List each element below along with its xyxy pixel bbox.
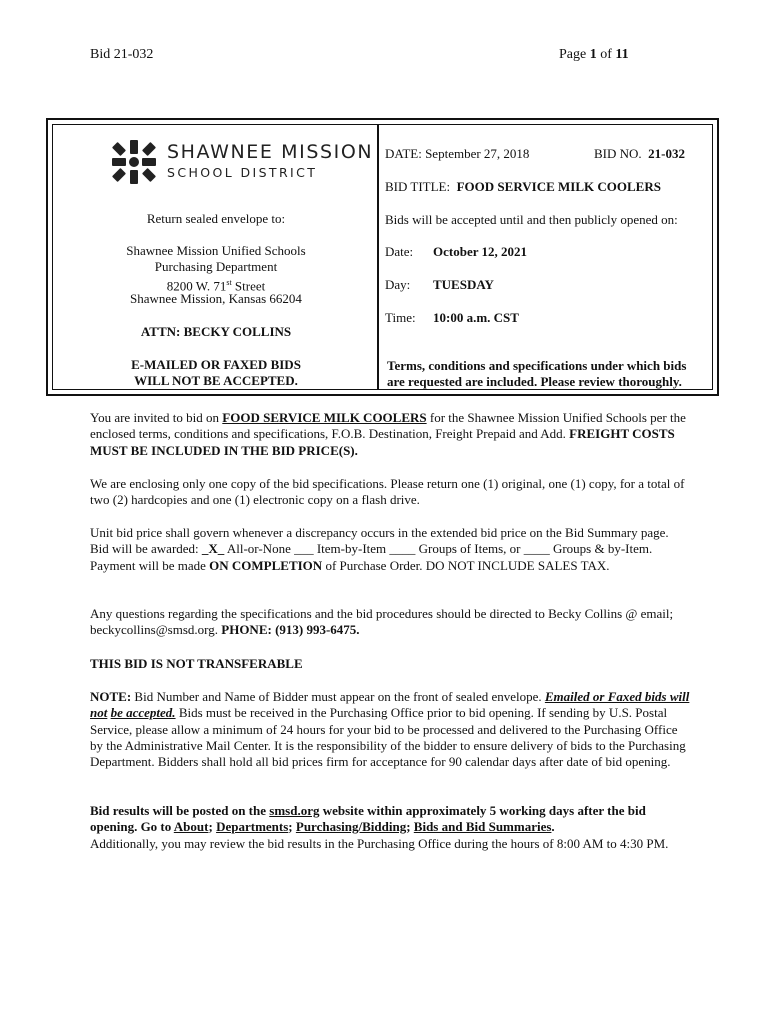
opening-time-value: 10:00 a.m. CST: [433, 310, 519, 325]
attention-line: ATTN: BECKY COLLINS: [140, 324, 292, 339]
page-of: of: [600, 47, 612, 62]
bid-details-panel: [383, 125, 712, 389]
page-number: 1: [589, 47, 597, 62]
terms-notice-2: are requested are included. Please review thoroughly.: [387, 374, 682, 389]
bid-number: [594, 146, 685, 162]
results-text-2: website within approximately 5 working days after the bid opening. Go to: [90, 803, 646, 835]
award-options: All-or-None ___ Item-by-Item ____ Groups of Items, or ____ Groups & by-Item. Payment will be made: [90, 541, 653, 573]
page-indicator: [559, 47, 629, 63]
street-number: 8200 W. 71: [166, 278, 227, 294]
bids-summaries-link[interactable]: Bids and Bid Summaries: [413, 819, 552, 835]
district-logo: [109, 135, 379, 185]
note-label: NOTE:: [90, 689, 132, 704]
period: .: [551, 819, 555, 835]
bid-info-box-inner: [52, 124, 713, 390]
issue-date: DATE: September 27, 2018: [385, 146, 530, 161]
bid-reference: Bid 21-032: [90, 47, 154, 62]
separator: ;: [406, 819, 414, 835]
address-line-2: Purchasing Department: [154, 259, 278, 274]
street-suffix: st: [226, 278, 232, 287]
page-label: Page: [559, 47, 587, 62]
street-name: Street: [231, 278, 266, 294]
page-total: 11: [615, 47, 629, 62]
paragraph-invitation: [90, 410, 690, 459]
smsd-website-link[interactable]: smsd.org: [269, 803, 320, 818]
about-link[interactable]: About: [173, 819, 209, 835]
separator: ;: [288, 819, 296, 835]
shawnee-mission-logo-icon: [109, 137, 159, 187]
return-info-panel: [53, 125, 379, 389]
paragraph-award: [90, 525, 690, 574]
invitation-text: You are invited to bid on: [90, 410, 223, 425]
payment-term: ON COMPLETION: [209, 557, 323, 573]
bid-title-label: BID TITLE:: [385, 179, 451, 194]
paragraph-results: [90, 803, 690, 852]
opening-date-label: Date:: [385, 244, 414, 259]
bid-title-value: FOOD SERVICE MILK COOLERS: [456, 179, 661, 194]
no-email-notice-2: WILL NOT BE ACCEPTED.: [134, 373, 298, 388]
results-office-hours: Additionally, you may review the bid results in the Purchasing Office during the hours of 8:00 AM to 4:30 PM.: [90, 835, 669, 851]
opening-time-label: Time:: [385, 310, 416, 325]
note-emphasis-1: Emailed or Faxed bids will not: [90, 689, 690, 721]
questions-text: Any questions regarding the specifications and the bid procedures should be directed to Becky Collins @ email; beckycollins@smsd.org.: [90, 606, 674, 638]
not-transferable-notice: THIS BID IS NOT TRANSFERABLE: [90, 656, 303, 671]
opening-day-label: Day:: [385, 277, 411, 292]
address-line-1: Shawnee Mission Unified Schools: [126, 243, 306, 258]
award-selection: _X_: [201, 541, 225, 557]
purchasing-bidding-link[interactable]: Purchasing/Bidding: [295, 819, 407, 835]
address-line-3: Shawnee Mission, Kansas 66204: [130, 291, 302, 306]
invitation-item: FOOD SERVICE MILK COOLERS: [222, 410, 427, 425]
invitation-terms: for the Shawnee Mission Unified Schools per the enclosed terms, conditions and specifications, F.O.B. Destination, Freight Prepaid and Add.: [90, 410, 686, 442]
note-details: Bids must be received in the Purchasing Office prior to bid opening. If sending by U.S. Postal Service, please allow a minimum of 24 hours for your bid to be processed and delivered to the Purchasing Office by the Administrative Mail Center. It is the responsibility of the bidder to ensure delivery of bids to the Purchasing Department. Bidders shall hold all bid prices firm for acceptance for 90 calendar days after date of bid opening.: [90, 705, 686, 770]
departments-link[interactable]: Departments: [216, 819, 289, 835]
payment-text: of Purchase Order. DO NOT INCLUDE SALES TAX.: [322, 557, 610, 573]
paragraph-copies: [90, 476, 690, 509]
paragraph-questions: [90, 606, 690, 639]
separator: ;: [208, 819, 217, 835]
bid-title: [385, 179, 661, 195]
bid-number-label: BID NO.: [594, 146, 642, 161]
logo-subtitle: SCHOOL DISTRICT: [167, 165, 318, 180]
award-text: Unit bid price shall govern whenever a discrepancy occurs in the extended bid price on the Bid Summary page. Bid will be awarded:: [90, 525, 669, 557]
paragraph-note: [90, 689, 690, 770]
opening-day: [385, 277, 494, 293]
bid-number-value: 21-032: [648, 146, 686, 161]
note-text: Bid Number and Name of Bidder must appear on the front of sealed envelope.: [131, 689, 545, 704]
logo-name: SHAWNEE MISSION: [167, 141, 374, 163]
opening-day-value: TUESDAY: [433, 277, 494, 292]
opening-date-value: October 12, 2021: [433, 244, 527, 259]
opening-date: [385, 244, 527, 260]
freight-notice: FREIGHT COSTS MUST BE INCLUDED IN THE BID PRICE(S).: [90, 426, 675, 458]
acceptance-notice: Bids will be accepted until and then publicly opened on:: [385, 212, 678, 227]
results-text: Bid results will be posted on the: [90, 803, 270, 818]
copies-text: We are enclosing only one copy of the bid specifications. Please return one (1) original, one (1) copy, for a total of two (2) hardcopies and one (1) electronic copy on a flash drive.: [90, 476, 685, 508]
bid-info-box: [46, 118, 719, 396]
return-instruction: Return sealed envelope to:: [146, 211, 286, 226]
opening-time: [385, 310, 519, 326]
no-email-notice-1: E-MAILED OR FAXED BIDS: [131, 357, 301, 372]
note-emphasis-2: be accepted.: [110, 705, 176, 721]
contact-phone: PHONE: (913) 993-6475.: [221, 622, 360, 638]
terms-notice-1: Terms, conditions and specifications under which bids: [387, 358, 687, 373]
